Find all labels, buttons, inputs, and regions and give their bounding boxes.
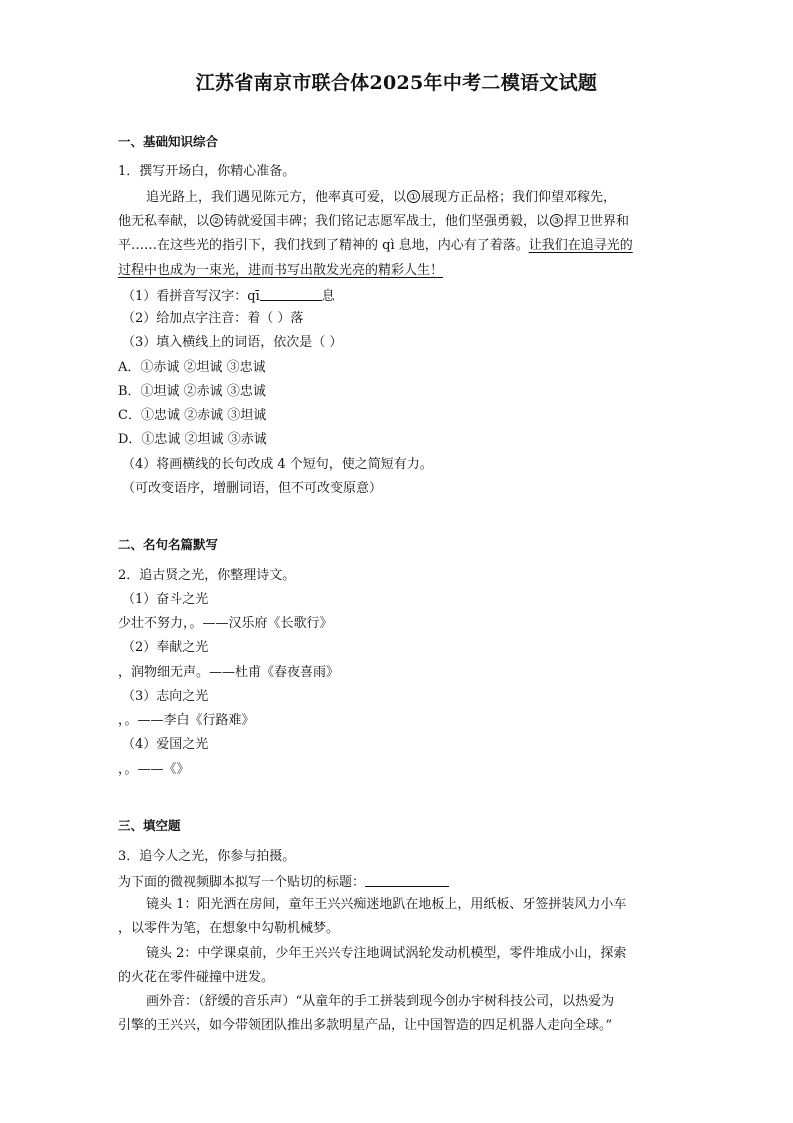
underlined-sentence-part-2: 过程中也成为一束光，进而书写出散发光亮的精彩人生！ <box>118 263 444 278</box>
sub-question-4-note: （可改变语序，增删词语，但不可改变原意） <box>122 481 383 496</box>
section-heading-recitation: 二、名句名篇默写 <box>118 537 219 552</box>
sub-question-1: （1）看拼音写汉字：qī 息 <box>122 289 335 304</box>
option-c: C．①忠诚 ②赤诚 ③坦诚 <box>118 408 267 423</box>
passage-line-3: 平……在这些光的指引下，我们找到了精神的 qì 息地，内心有了着落。让我们在追寻光的 <box>118 238 633 253</box>
recitation-item-4-text: ，。——《》 <box>118 762 190 777</box>
shot-2-line-1: 镜头 2：中学课桌前，少年王兴兴专注地调试涡轮发动机模型，零件堆成小山，探索 <box>146 946 627 961</box>
document-title: 江苏省南京市联合体2025年中考二模语文试题 <box>195 72 598 94</box>
recitation-item-4: （4）爱国之光 <box>122 737 209 752</box>
circled-number-3: ③ <box>550 214 563 227</box>
question-2-stem: 2．追古贤之光，你整理诗文。 <box>118 568 296 583</box>
recitation-item-3-text: ，。——李白《行路难》 <box>118 713 255 728</box>
question-1-stem: 1．撰写开场白，你精心准备。 <box>118 164 296 179</box>
option-b: B．①坦诚 ②赤诚 ③忠诚 <box>118 384 266 399</box>
recitation-item-1: （1）奋斗之光 <box>122 592 209 607</box>
recitation-item-1-text: 少壮不努力，。——汉乐府《长歌行》 <box>118 616 333 631</box>
sub-question-2: （2）给加点字注音：着（ ）落 <box>122 311 304 326</box>
shot-1-line-1: 镜头 1：阳光洒在房间，童年王兴兴痴迷地趴在地板上，用纸板、牙签拼装风力小车 <box>146 897 627 912</box>
circled-number-1: ① <box>407 190 420 203</box>
recitation-item-2: （2）奉献之光 <box>122 640 209 655</box>
circled-number-2: ② <box>210 214 223 227</box>
answer-blank[interactable] <box>260 287 322 301</box>
passage-line-2: 他无私奉献，以 ② 铸就爱国丰碑；我们铭记志愿军战士，他们坚强勇毅，以 ③ 捍卫世界和 <box>118 214 630 229</box>
sub-question-4: （4）将画横线的长句改成 4 个短句，使之简短有力。 <box>122 457 433 472</box>
recitation-item-3: （3）志向之光 <box>122 689 209 704</box>
question-3-prompt: 为下面的微视频脚本拟写一个贴切的标题： <box>118 873 449 891</box>
shot-2-line-2: 的火花在零件碰撞中迸发。 <box>118 970 275 985</box>
passage-line-1: 追光路上，我们遇见陈元方，他率真可爱，以 ① 展现方正品格；我们仰望邓稼先， <box>146 190 617 205</box>
option-d: D．①忠诚 ②坦诚 ③赤诚 <box>118 432 267 447</box>
voiceover-line-1: 画外音：（舒缓的音乐声）“从童年的手工拼装到现今创办宇树科技公司，以热爱为 <box>146 994 615 1009</box>
voiceover-line-2: 引擎的王兴兴，如今带领团队推出多款明星产品，让中国智造的四足机器人走向全球。” <box>118 1018 613 1033</box>
title-answer-blank[interactable] <box>365 873 449 887</box>
section-heading-fill-in: 三、填空题 <box>118 818 181 833</box>
shot-1-line-2: ，以零件为笔，在想象中勾勒机械梦。 <box>118 921 340 936</box>
recitation-item-2-text: ，润物细无声。——杜甫《春夜喜雨》 <box>118 665 340 680</box>
question-3-stem: 3．追今人之光，你参与拍摄。 <box>118 849 296 864</box>
sub-question-3: （3）填入横线上的词语，依次是（ ） <box>122 335 343 350</box>
option-a: A．①赤诚 ②坦诚 ③忠诚 <box>118 360 266 375</box>
section-heading-basic-knowledge: 一、基础知识综合 <box>118 134 219 149</box>
underlined-sentence-part-1: 让我们在追寻光的 <box>528 238 633 253</box>
